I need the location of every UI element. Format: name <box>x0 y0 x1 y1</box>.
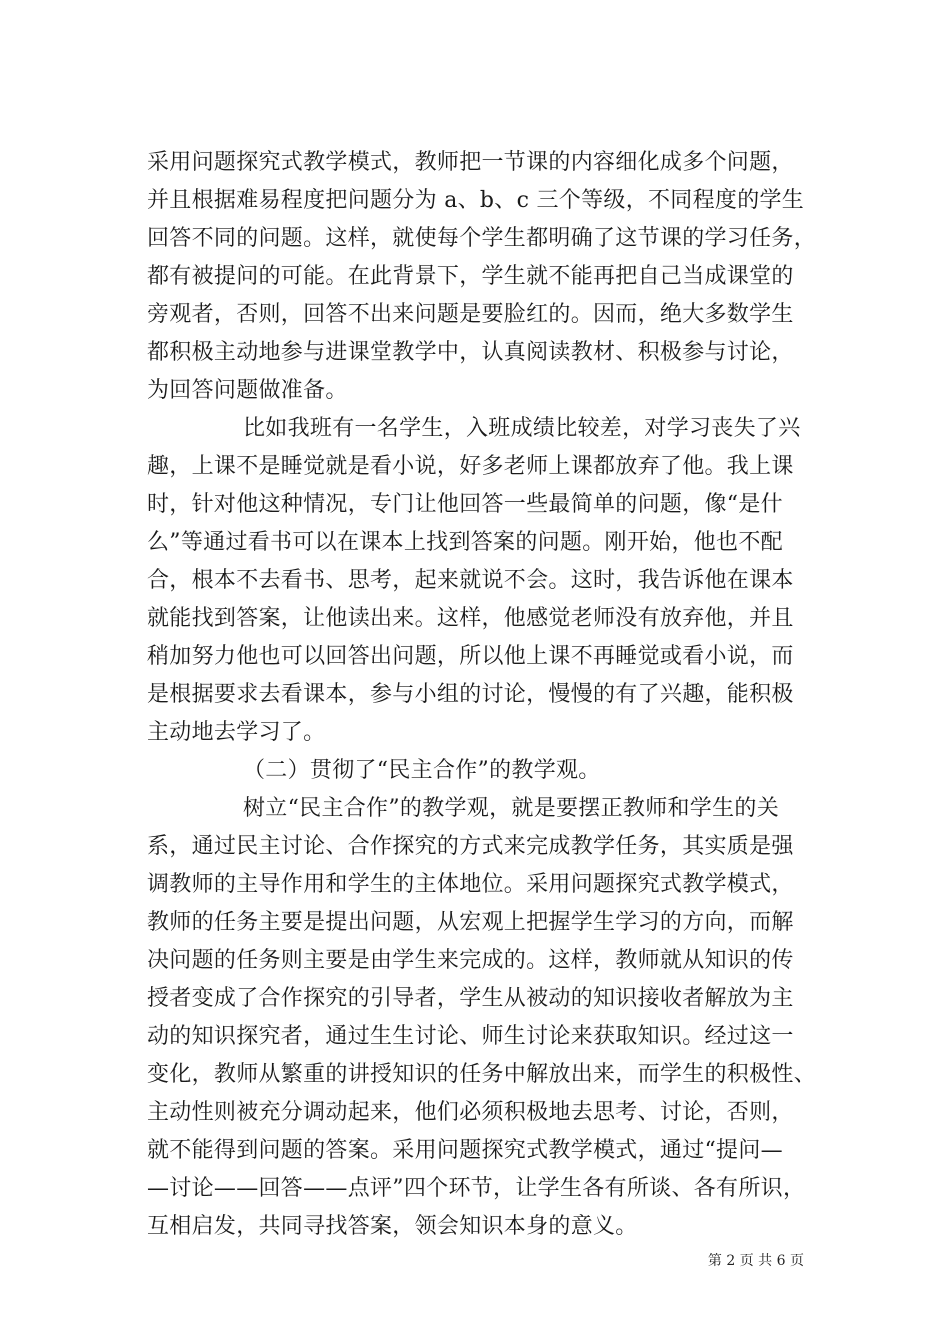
paragraph-3-line-12: 互相启发，共同寻找答案，领会知识本身的意义。 <box>147 1214 638 1239</box>
paragraph-3-line-3: 调教师的主导作用和学生的主体地位。采用问题探究式教学模式， <box>147 872 794 897</box>
paragraph-2-line-6: 就能找到答案，让他读出来。这样，他感觉老师没有放弃他，并且 <box>147 606 794 631</box>
paragraph-3-line-7: 动的知识探究者，通过生生讨论、师生讨论来获取知识。经过这一 <box>147 1024 794 1049</box>
paragraph-2-line-7: 稍加努力他也可以回答出问题，所以他上课不再睡觉或看小说，而 <box>147 644 794 669</box>
paragraph-3-line-11: —讨论——回答——点评”四个环节，让学生各有所谈、各有所识， <box>147 1176 806 1201</box>
paragraph-3-line-4: 教师的任务主要是提出问题，从宏观上把握学生学习的方向，而解 <box>147 910 794 935</box>
paragraph-3-line-10: 就不能得到问题的答案。采用问题探究式教学模式，通过“提问— <box>147 1138 783 1163</box>
paragraph-1-line-4: 都有被提问的可能。在此背景下，学生就不能再把自己当成课堂的 <box>147 264 794 289</box>
paragraph-2-line-2: 趣，上课不是睡觉就是看小说，好多老师上课都放弃了他。我上课 <box>147 454 794 479</box>
section-heading: （二）贯彻了“民主合作”的教学观。 <box>243 758 601 783</box>
paragraph-2-line-8: 是根据要求去看课本，参与小组的讨论，慢慢的有了兴趣，能积极 <box>147 682 794 707</box>
paragraph-2-line-4: 么”等通过看书可以在课本上找到答案的问题。刚开始，他也不配 <box>147 530 783 555</box>
paragraph-3-line-6: 授者变成了合作探究的引导者，学生从被动的知识接收者解放为主 <box>147 986 794 1011</box>
paragraph-1-line-1: 采用问题探究式教学模式，教师把一节课的内容细化成多个问题， <box>147 150 794 175</box>
paragraph-1-line-3: 回答不同的问题。这样，就使每个学生都明确了这节课的学习任务， <box>147 226 817 251</box>
paragraph-2-line-9: 主动地去学习了。 <box>147 720 326 745</box>
paragraph-3-line-8: 变化，教师从繁重的讲授知识的任务中解放出来，而学生的积极性、 <box>147 1062 817 1087</box>
paragraph-3-line-9: 主动性则被充分调动起来，他们必须积极地去思考、讨论，否则， <box>147 1100 794 1125</box>
paragraph-2-line-1: 比如我班有一名学生，入班成绩比较差，对学习丧失了兴 <box>243 416 801 441</box>
paragraph-1-line-7: 为回答问题做准备。 <box>147 378 348 403</box>
paragraph-1-line-5: 旁观者，否则，回答不出来问题是要脸红的。因而，绝大多数学生 <box>147 302 794 327</box>
page-number: 第 2 页 共 6 页 <box>707 1253 804 1269</box>
paragraph-2-line-3: 时，针对他这种情况，专门让他回答一些最简单的问题，像“是什 <box>147 492 783 517</box>
paragraph-1-line-2: 并且根据难易程度把问题分为 a、b、c 三个等级，不同程度的学生 <box>147 188 805 213</box>
paragraph-2-line-5: 合，根本不去看书、思考，起来就说不会。这时，我告诉他在课本 <box>147 568 794 593</box>
paragraph-3-line-1: 树立“民主合作”的教学观，就是要摆正教师和学生的关 <box>243 796 779 821</box>
paragraph-3-line-2: 系，通过民主讨论、合作探究的方式来完成教学任务，其实质是强 <box>147 834 794 859</box>
paragraph-3-line-5: 决问题的任务则主要是由学生来完成的。这样，教师就从知识的传 <box>147 948 794 973</box>
paragraph-1-line-6: 都积极主动地参与进课堂教学中，认真阅读教材、积极参与讨论， <box>147 340 794 365</box>
